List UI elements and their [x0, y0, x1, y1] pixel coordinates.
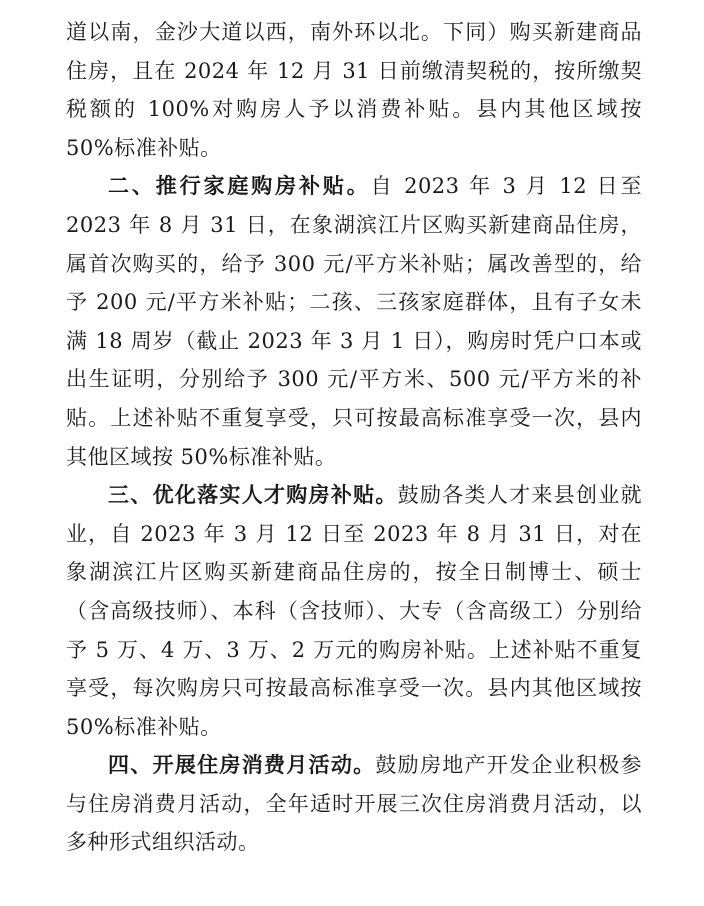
paragraph-consumption-month: [66, 746, 642, 862]
section-heading-2: 二、推行家庭购房补贴。: [108, 174, 371, 199]
paragraph-2-text: 自 2023 年 3 月 12 日至 2023 年 8 月 31 日，在象湖滨江片区购买新建商品住房，属首次购买的，给予 300 元/平方米补贴；属改善型的，给予 200 元/平方米补贴；二孩、三孩家庭群体，且有子女未满 18 周岁（截止 2023 年 3 月 1 日），购房时凭户口本或出生证明，分别给予 300 元/平方米、500 元/平方米的补贴。上述补贴不重复享受，只可按最高标准享受一次，县内其他区域按 50%标准补贴。: [66, 174, 643, 469]
section-heading-4: 四、开展住房消费月活动。: [108, 753, 376, 778]
document-page: [66, 0, 642, 862]
paragraph-1-text: 道以南，金沙大道以西，南外环以北。下同）购买新建商品住房，且在 2024 年 12 月 31 日前缴清契税的，按所缴契税额的 100%对购房人予以消费补贴。县内其他区域按 50%标准补贴。: [66, 20, 642, 160]
paragraph-4-text: 鼓励房地产开发企业积极参与住房消费月活动，全年适时开展三次住房消费月活动，以多种形式组织活动。: [66, 753, 642, 855]
paragraph-talent-subsidy: [66, 476, 642, 746]
section-heading-3: 三、优化落实人才购房补贴。: [108, 483, 398, 508]
paragraph-continued: [66, 13, 642, 167]
paragraph-3-text: 鼓励各类人才来县创业就业，自 2023 年 3 月 12 日至 2023 年 8 月 31 日，对在象湖滨江片区购买新建商品住房的，按全日制博士、硕士（含高级技师）、本科（含技师）、大专（含高级工）分别给予 5 万、4 万、3 万、2 万元的购房补贴。上述补贴不重复享受，每次购房只可按最高标准享受一次。县内其他区域按 50%标准补贴。: [66, 483, 643, 739]
paragraph-family-subsidy: [66, 167, 642, 476]
